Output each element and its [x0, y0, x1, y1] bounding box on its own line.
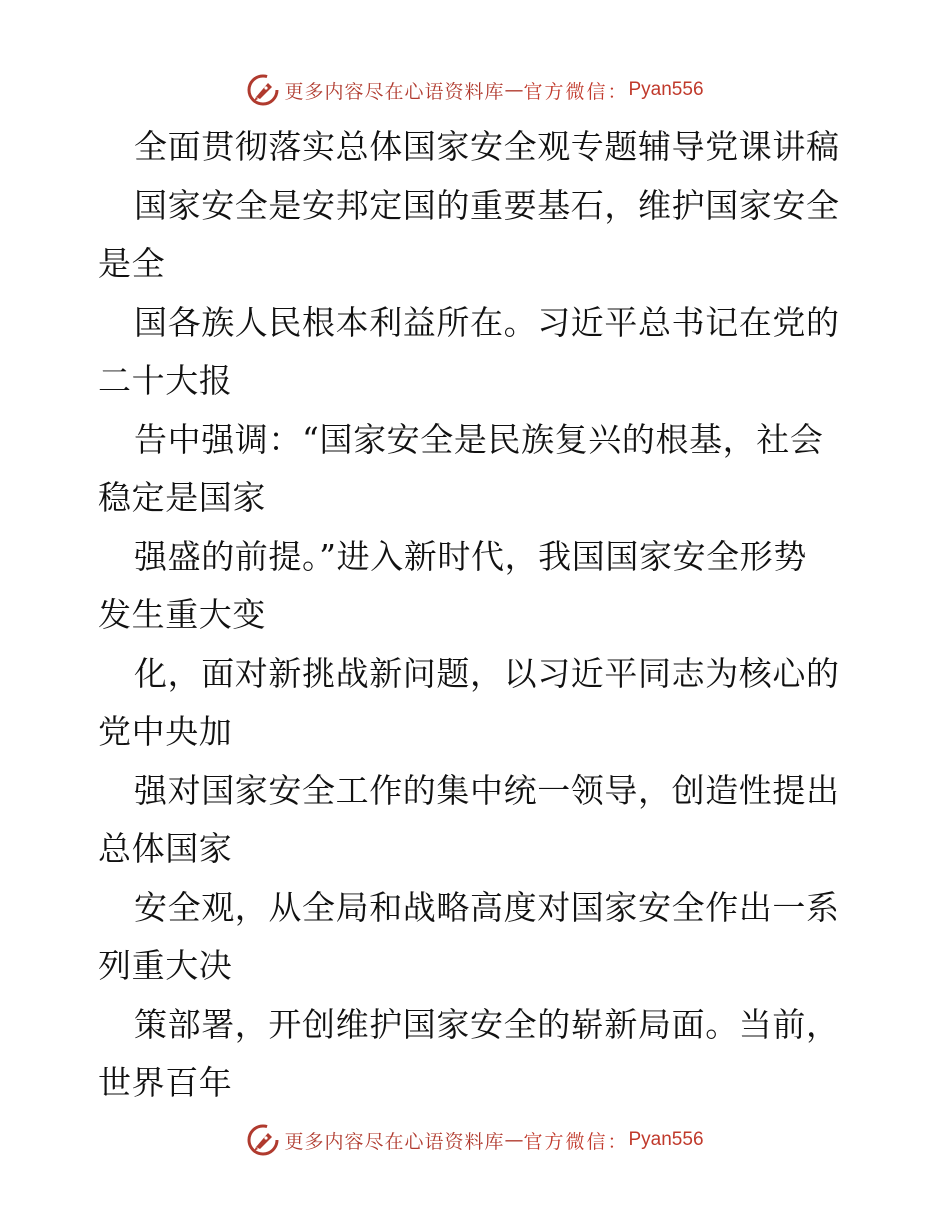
banner-separator: — — [504, 1129, 524, 1151]
banner-separator: — — [504, 79, 524, 101]
paragraph-line: 强盛的前提。”进入新时代，我国国家安全形势 — [134, 536, 807, 576]
paragraph-line: 列重大决 — [98, 946, 233, 985]
header-banner[interactable] — [0, 70, 950, 110]
paragraph-line: 安全观，从全局和战略高度对国家安全作出一系 — [134, 887, 840, 927]
banner-wechat-label: 官方微信： — [523, 1130, 629, 1153]
paragraph-line: 告中强调：“国家安全是民族复兴的根基，社会 — [134, 419, 824, 459]
paragraph-line: 策部署，开创维护国家安全的崭新局面。当前， — [134, 1004, 840, 1044]
paragraph-line: 国各族人民根本利益所在。习近平总书记在党的 — [134, 302, 840, 342]
paragraph-line: 总体国家 — [98, 829, 233, 868]
banner-brand-text: 更多内容尽在心语资料库 — [284, 1130, 505, 1153]
paragraph-line: 国家安全是安邦定国的重要基石，维护国家安全 — [134, 185, 840, 225]
banner-wechat-label: 官方微信： — [523, 80, 629, 103]
pen-nib-logo-icon — [246, 1123, 280, 1157]
paragraph-line: 党中央加 — [98, 712, 233, 751]
paragraph-line: 强对国家安全工作的集中统一领导，创造性提出 — [134, 770, 840, 810]
banner-account: Pyan556 — [628, 79, 704, 100]
footer-banner[interactable] — [0, 1120, 950, 1160]
document-title: 全面贯彻落实总体国家安全观专题辅导党课讲稿 — [134, 127, 840, 166]
paragraph-line: 发生重大变 — [98, 595, 266, 634]
pen-nib-logo-icon — [246, 73, 280, 107]
document-body — [98, 118, 858, 1113]
paragraph-line: 二十大报 — [98, 361, 233, 400]
banner-account: Pyan556 — [628, 1129, 704, 1150]
paragraph-line: 稳定是国家 — [98, 478, 266, 517]
paragraph-line: 化，面对新挑战新问题，以习近平同志为核心的 — [134, 653, 840, 693]
paragraph-line: 世界百年 — [98, 1063, 233, 1102]
paragraph-line: 是全 — [98, 244, 166, 283]
banner-brand-text: 更多内容尽在心语资料库 — [284, 80, 505, 103]
